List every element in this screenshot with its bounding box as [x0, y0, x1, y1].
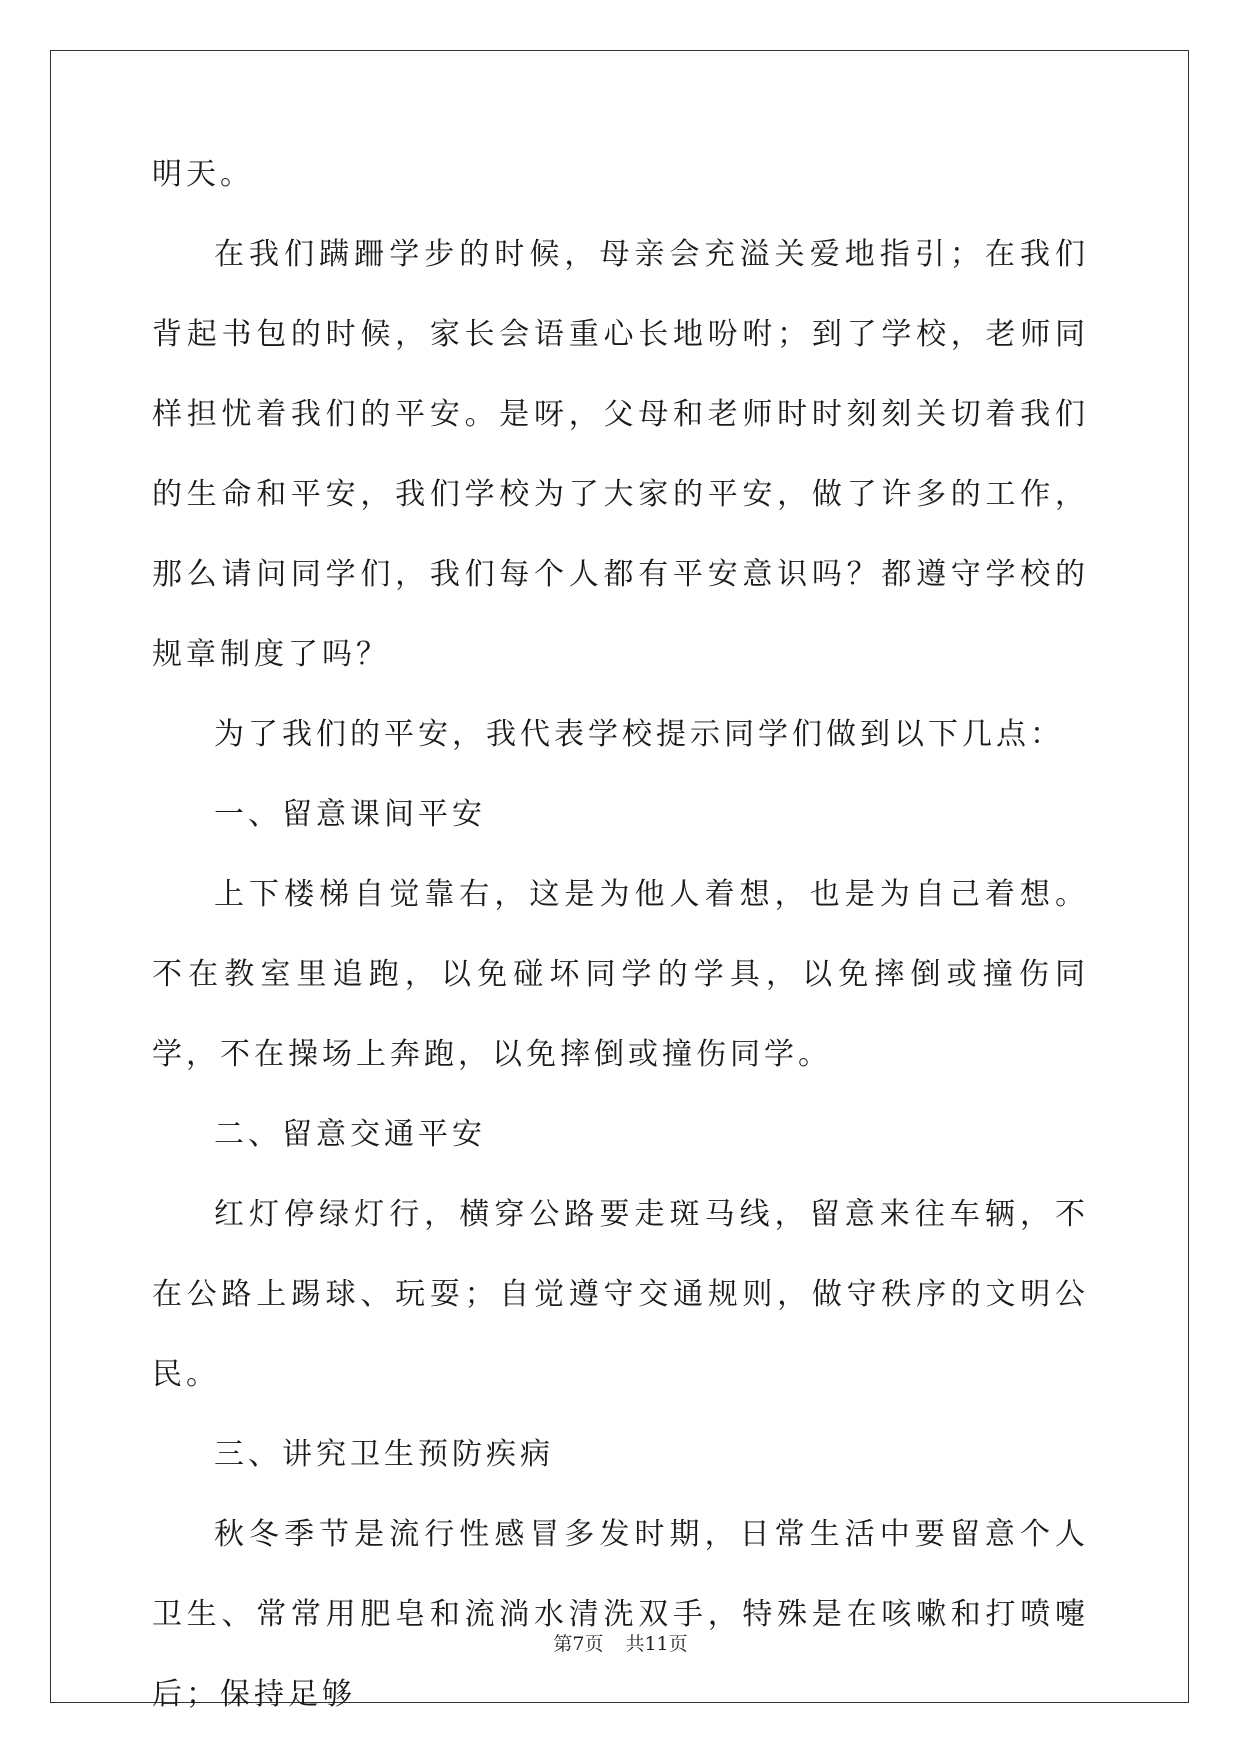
paragraph-reminder: 为了我们的平安，我代表学校提示同学们做到以下几点： — [214, 717, 1064, 752]
document-body — [152, 155, 1089, 1735]
current-page-number: 第7页 — [553, 1633, 604, 1655]
paragraph-section-2: 红灯停绿灯行，横穿公路要走斑马线，留意来往车辆，不在公路上踢球、玩耍；自觉遵守交通规则，做守秩序的文明公民。 — [152, 1197, 1089, 1392]
section-heading-1: 一、留意课间平安 — [214, 797, 486, 832]
section-heading-2: 二、留意交通平安 — [214, 1117, 486, 1152]
page-footer — [0, 1629, 1241, 1656]
total-page-count: 共11页 — [625, 1633, 688, 1655]
paragraph-section-3: 秋冬季节是流行性感冒多发时期，日常生活中要留意个人卫生、常常用肥皂和流淌水清洗双手，特殊是在咳嗽和打喷嚏后；保持足够 — [152, 1517, 1089, 1712]
paragraph-intro: 在我们蹒跚学步的时候，母亲会充溢关爱地指引；在我们背起书包的时候，家长会语重心长地吩咐；到了学校，老师同样担忧着我们的平安。是呀，父母和老师时时刻刻关切着我们的生命和平安，我们学校为了大家的平安，做了许多的工作，那么请问同学们，我们每个人都有平安意识吗？都遵守学校的规章制度了吗？ — [152, 237, 1089, 672]
section-heading-3: 三、讲究卫生预防疾病 — [214, 1437, 554, 1472]
paragraph-continuation: 明天。 — [152, 157, 254, 192]
paragraph-section-1: 上下楼梯自觉靠右，这是为他人着想，也是为自己着想。不在教室里追跑，以免碰坏同学的学具，以免摔倒或撞伤同学，不在操场上奔跑，以免摔倒或撞伤同学。 — [152, 877, 1089, 1072]
